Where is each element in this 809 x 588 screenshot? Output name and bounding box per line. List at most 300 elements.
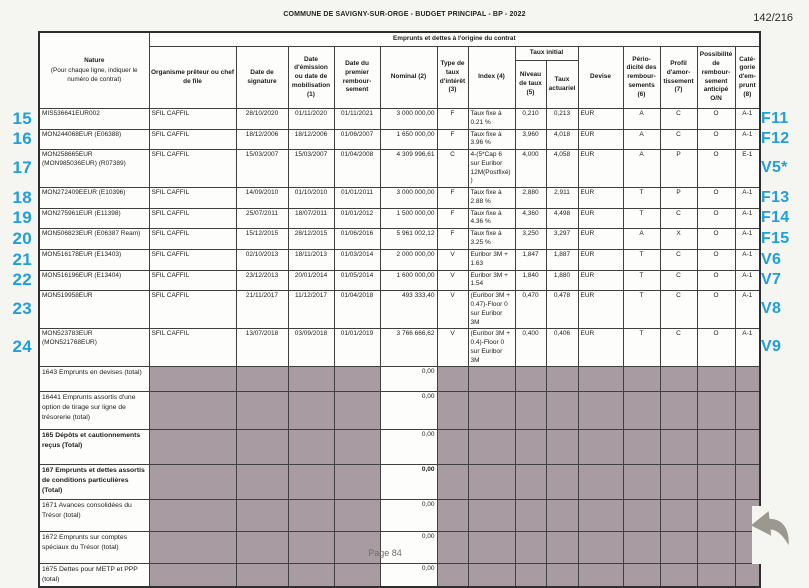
cell-possibilite: O: [697, 229, 735, 250]
shaded-cell: [578, 392, 623, 430]
shaded-cell: [149, 564, 236, 587]
cell-index: (Euribor 3M + 0.4)-Floor 0 sur Euribor 3M: [468, 329, 515, 367]
cell-nominal: 1 650 000,00: [380, 129, 437, 150]
cell-organisme: SFIL CAFFIL: [149, 270, 236, 291]
margin-row-number: 19: [12, 207, 32, 227]
shaded-cell: [546, 430, 578, 465]
cell-nominal: 5 961 002,12: [380, 229, 437, 250]
cell-date-emission: 20/01/2014: [288, 270, 334, 291]
cell-date-signature: 28/10/2020: [236, 109, 288, 130]
cell-categorie: E-1: [735, 150, 760, 188]
margin-row-number: 16: [12, 128, 32, 148]
nature-subtitle: (Pour chaque ligne, indiquer le numéro de contrat): [50, 67, 138, 83]
cell-date-premier: 01/11/2021: [334, 109, 380, 130]
shaded-cell: [149, 367, 236, 392]
cell-total-label: 1672 Emprunts sur comptes spéciaux du Trésor (total): [39, 532, 149, 564]
total-row: [39, 392, 760, 430]
col-header-devise: Devise: [578, 47, 623, 109]
cell-actuariel: 4,498: [546, 208, 578, 229]
cell-possibilite: O: [697, 150, 735, 188]
total-row: [39, 430, 760, 465]
cell-total-value: 0,00: [380, 532, 437, 564]
cell-profil: P: [660, 188, 697, 209]
shaded-cell: [623, 465, 660, 500]
margin-row-number: 21: [12, 249, 32, 269]
cell-index: Taux fixe à 3.25 %: [468, 229, 515, 250]
shaded-cell: [437, 392, 468, 430]
cell-periodicite: T: [623, 270, 660, 291]
cell-actuariel: 4,018: [546, 129, 578, 150]
cell-total-label: 167 Emprunts et dettes assortis de conditions particulières (Total): [39, 465, 149, 500]
cell-categorie: A-1: [735, 270, 760, 291]
shaded-cell: [660, 500, 697, 532]
shaded-cell: [578, 367, 623, 392]
cell-actuariel: 1,887: [546, 250, 578, 271]
cell-total-value: 0,00: [380, 500, 437, 532]
cell-type-taux: F: [437, 109, 468, 130]
cell-organisme: SFIL CAFFIL: [149, 188, 236, 209]
cell-categorie: A-1: [735, 188, 760, 209]
cell-nature: MON244068EUR (E06388): [39, 129, 149, 150]
cell-possibilite: O: [697, 250, 735, 271]
cell-periodicite: A: [623, 150, 660, 188]
shaded-cell: [334, 430, 380, 465]
col-header-organisme: Organisme prêteur ou chef de file: [149, 47, 236, 109]
cell-periodicite: T: [623, 291, 660, 329]
cell-index: Taux fixe à 2.88 %: [468, 188, 515, 209]
cell-profil: C: [660, 208, 697, 229]
cell-niveau: 1,840: [515, 270, 546, 291]
cell-profil: C: [660, 250, 697, 271]
margin-row-number: 15: [12, 108, 32, 128]
shaded-cell: [515, 392, 546, 430]
cell-index: Euribor 3M + 1.54: [468, 270, 515, 291]
loan-row: [39, 129, 760, 150]
margin-annotation: V7: [761, 270, 782, 288]
cell-nominal: 1 600 000,00: [380, 270, 437, 291]
shaded-cell: [288, 367, 334, 392]
cell-profil: C: [660, 291, 697, 329]
cell-date-signature: 15/12/2015: [236, 229, 288, 250]
cell-nominal: 493 333,40: [380, 291, 437, 329]
shaded-cell: [515, 564, 546, 587]
shaded-cell: [697, 367, 735, 392]
cell-periodicite: A: [623, 229, 660, 250]
shaded-cell: [149, 465, 236, 500]
shaded-cell: [623, 564, 660, 587]
loan-row: [39, 250, 760, 271]
loan-row: [39, 329, 760, 367]
margin-annotation: V9: [761, 338, 782, 355]
cell-date-emission: 15/03/2007: [288, 150, 334, 188]
shaded-cell: [437, 564, 468, 587]
shaded-cell: [660, 367, 697, 392]
margin-annotation: F15: [761, 229, 790, 247]
cell-index: Taux fixe à 0.21 %: [468, 109, 515, 130]
cell-date-premier: 01/04/2018: [334, 291, 380, 329]
cell-categorie: A-1: [735, 291, 760, 329]
shaded-cell: [735, 430, 760, 465]
cell-niveau: 4,000: [515, 150, 546, 188]
cell-devise: EUR: [578, 109, 623, 130]
loans-table-wrap: [12, 31, 790, 588]
cell-type-taux: V: [437, 270, 468, 291]
cell-total-label: 1675 Dettes pour METP et PPP (total): [39, 564, 149, 587]
col-header-taux-initial: Taux initial: [515, 47, 578, 61]
shaded-cell: [236, 392, 288, 430]
cell-total-value: 0,00: [380, 564, 437, 587]
table-header: [39, 32, 760, 109]
shaded-cell: [623, 430, 660, 465]
cell-devise: EUR: [578, 291, 623, 329]
cell-devise: EUR: [578, 208, 623, 229]
cell-actuariel: 1,880: [546, 270, 578, 291]
cell-index: Euribor 3M + 1.63: [468, 250, 515, 271]
cell-periodicite: T: [623, 188, 660, 209]
cell-profil: C: [660, 270, 697, 291]
cell-periodicite: T: [623, 329, 660, 367]
cell-index: Taux fixe à 4.36 %: [468, 208, 515, 229]
cell-possibilite: O: [697, 129, 735, 150]
cell-devise: EUR: [578, 188, 623, 209]
shaded-cell: [334, 564, 380, 587]
cell-type-taux: V: [437, 329, 468, 367]
col-header-profil: Profil d'amor-tissement (7): [660, 47, 697, 109]
shaded-cell: [660, 392, 697, 430]
cell-actuariel: 2,911: [546, 188, 578, 209]
shaded-cell: [515, 430, 546, 465]
cell-categorie: A-1: [735, 129, 760, 150]
loan-row: [39, 291, 760, 329]
cell-type-taux: C: [437, 150, 468, 188]
shaded-cell: [735, 367, 760, 392]
cell-date-signature: 13/07/2018: [236, 329, 288, 367]
loan-row: [39, 208, 760, 229]
cell-periodicite: T: [623, 250, 660, 271]
cell-periodicite: T: [623, 208, 660, 229]
cell-date-premier: 01/03/2014: [334, 250, 380, 271]
cell-possibilite: O: [697, 291, 735, 329]
shaded-cell: [578, 564, 623, 587]
cell-nature: MON523783EUR (MON521768EUR): [39, 329, 149, 367]
cell-total-value: 0,00: [380, 392, 437, 430]
cell-nature: MON516196EUR (E13404): [39, 270, 149, 291]
shaded-cell: [515, 465, 546, 500]
cell-index: 4-(5*Cap 6 sur Euribor 12M(Postfixé)): [468, 150, 515, 188]
cell-possibilite: O: [697, 270, 735, 291]
cell-total-label: 1671 Avances consolidées du Trésor (total): [39, 500, 149, 532]
col-header-date-emission: Date d'émission ou date de mobilisation (1): [288, 47, 334, 109]
margin-row-number: 22: [12, 269, 32, 289]
col-header-possibilite: Possibilité de rembour-sement anticipé O/N: [697, 47, 735, 109]
page-number-indicator: 142/216: [753, 12, 793, 24]
cell-nominal: 3 000 000,00: [380, 188, 437, 209]
cell-total-value: 0,00: [380, 465, 437, 500]
col-header-periodicite: Pério-dicité des rembour-sements (6): [623, 47, 660, 109]
col-header-actuariel: Taux actuariel: [546, 61, 578, 109]
cell-possibilite: O: [697, 329, 735, 367]
cell-type-taux: F: [437, 188, 468, 209]
cell-actuariel: 4,058: [546, 150, 578, 188]
cell-periodicite: A: [623, 129, 660, 150]
shaded-cell: [697, 564, 735, 587]
shaded-cell: [660, 564, 697, 587]
shaded-cell: [515, 500, 546, 532]
nature-title: Nature: [84, 56, 105, 64]
cell-profil: C: [660, 109, 697, 130]
cell-date-emission: 01/10/2010: [288, 188, 334, 209]
cell-devise: EUR: [578, 129, 623, 150]
cell-date-premier: 01/01/2019: [334, 329, 380, 367]
undo-arrow-icon[interactable]: [746, 504, 800, 558]
cell-date-emission: 18/07/2011: [288, 208, 334, 229]
shaded-cell: [660, 465, 697, 500]
shaded-cell: [236, 500, 288, 532]
shaded-cell: [578, 430, 623, 465]
cell-possibilite: O: [697, 208, 735, 229]
cell-nature: MON506823EUR (E06387 Ream): [39, 229, 149, 250]
cell-periodicite: A: [623, 109, 660, 130]
shaded-cell: [546, 500, 578, 532]
cell-nature: MON275961EUR (E11398): [39, 208, 149, 229]
cell-date-signature: 25/07/2011: [236, 208, 288, 229]
loan-rows: [39, 109, 760, 367]
cell-date-premier: 01/06/2016: [334, 229, 380, 250]
shaded-cell: [437, 465, 468, 500]
cell-nature: MIS536641EUR002: [39, 109, 149, 130]
shaded-cell: [334, 465, 380, 500]
cell-nature: MON258665EUR (MON985036EUR) (R07389): [39, 150, 149, 188]
shaded-cell: [468, 430, 515, 465]
shaded-cell: [578, 500, 623, 532]
cell-niveau: 0,210: [515, 109, 546, 130]
cell-type-taux: F: [437, 129, 468, 150]
cell-date-premier: 01/06/2007: [334, 129, 380, 150]
cell-type-taux: V: [437, 250, 468, 271]
cell-devise: EUR: [578, 150, 623, 188]
margin-annotation: V5*: [761, 159, 788, 176]
shaded-cell: [735, 392, 760, 430]
margin-row-number: 24: [12, 337, 32, 356]
shaded-cell: [578, 465, 623, 500]
shaded-cell: [546, 564, 578, 587]
cell-categorie: A-1: [735, 109, 760, 130]
cell-date-signature: 18/12/2006: [236, 129, 288, 150]
cell-organisme: SFIL CAFFIL: [149, 109, 236, 130]
cell-organisme: SFIL CAFFIL: [149, 229, 236, 250]
cell-total-value: 0,00: [380, 430, 437, 465]
shaded-cell: [697, 430, 735, 465]
col-header-nature: [39, 32, 149, 109]
cell-nominal: 4 309 996,61: [380, 150, 437, 188]
cell-date-emission: 18/11/2013: [288, 250, 334, 271]
cell-actuariel: 3,297: [546, 229, 578, 250]
shaded-cell: [697, 392, 735, 430]
document-title: COMMUNE DE SAVIGNY-SUR-ORGE - BUDGET PRINCIPAL - BP - 2022: [283, 11, 526, 18]
cell-total-label: 165 Dépôts et cautionnements reçus (Total): [39, 430, 149, 465]
shaded-cell: [468, 465, 515, 500]
loan-row: [39, 188, 760, 209]
cell-organisme: SFIL CAFFIL: [149, 208, 236, 229]
total-row: [39, 564, 760, 587]
cell-date-premier: 01/01/2012: [334, 208, 380, 229]
cell-profil: C: [660, 129, 697, 150]
span-header-emprunts: Emprunts et dettes à l'origine du contrat: [149, 32, 760, 47]
cell-type-taux: V: [437, 291, 468, 329]
shaded-cell: [468, 367, 515, 392]
cell-date-premier: 01/01/2011: [334, 188, 380, 209]
shaded-cell: [288, 430, 334, 465]
shaded-cell: [623, 392, 660, 430]
shaded-cell: [546, 392, 578, 430]
cell-nature: MON272409EEUR (E10396): [39, 188, 149, 209]
cell-nominal: 1 500 000,00: [380, 208, 437, 229]
shaded-cell: [468, 500, 515, 532]
margin-annotation: F11: [761, 109, 789, 127]
cell-profil: P: [660, 150, 697, 188]
total-row: [39, 367, 760, 392]
col-header-type-taux: Type de taux d'intérêt (3): [437, 47, 468, 109]
margin-annotation: V8: [761, 300, 782, 317]
cell-niveau: 2,880: [515, 188, 546, 209]
cell-actuariel: 0,213: [546, 109, 578, 130]
cell-nominal: 3 766 666,62: [380, 329, 437, 367]
cell-index: Taux fixe à 3.96 %: [468, 129, 515, 150]
cell-actuariel: 0,478: [546, 291, 578, 329]
shaded-cell: [515, 367, 546, 392]
shaded-cell: [697, 500, 735, 532]
shaded-cell: [236, 465, 288, 500]
shaded-cell: [623, 367, 660, 392]
cell-date-emission: 28/12/2015: [288, 229, 334, 250]
cell-categorie: A-1: [735, 229, 760, 250]
margin-annotation: V6: [761, 250, 782, 268]
cell-date-signature: 23/12/2013: [236, 270, 288, 291]
shaded-cell: [236, 367, 288, 392]
margin-annotation: F12: [761, 129, 790, 147]
page-footer: Page 84: [368, 548, 402, 558]
cell-niveau: 0,400: [515, 329, 546, 367]
cell-niveau: 4,360: [515, 208, 546, 229]
cell-nominal: 2 000 000,00: [380, 250, 437, 271]
cell-categorie: A-1: [735, 208, 760, 229]
shaded-cell: [288, 465, 334, 500]
cell-categorie: A-1: [735, 329, 760, 367]
col-header-categorie: Caté-gorie d'em-prunt (8): [735, 47, 760, 109]
shaded-cell: [334, 500, 380, 532]
cell-nominal: 3 000 000,00: [380, 109, 437, 130]
cell-devise: EUR: [578, 270, 623, 291]
cell-niveau: 0,470: [515, 291, 546, 329]
cell-index: (Euribor 3M + 0.47)-Floor 0 sur Euribor 3M: [468, 291, 515, 329]
cell-organisme: SFIL CAFFIL: [149, 150, 236, 188]
cell-devise: EUR: [578, 250, 623, 271]
loan-row: [39, 150, 760, 188]
cell-devise: EUR: [578, 229, 623, 250]
shaded-cell: [546, 465, 578, 500]
cell-date-emission: 03/09/2018: [288, 329, 334, 367]
cell-date-signature: 15/03/2007: [236, 150, 288, 188]
shaded-cell: [149, 392, 236, 430]
shaded-cell: [236, 430, 288, 465]
shaded-cell: [334, 392, 380, 430]
margin-row-number: 23: [12, 299, 32, 318]
cell-possibilite: O: [697, 188, 735, 209]
shaded-cell: [236, 564, 288, 587]
margin-annotation: F13: [761, 188, 790, 206]
cell-niveau: 1,847: [515, 250, 546, 271]
loan-row: [39, 270, 760, 291]
shaded-cell: [437, 367, 468, 392]
shaded-cell: [735, 465, 760, 500]
loans-table: [38, 31, 761, 588]
cell-nature: MON519958EUR: [39, 291, 149, 329]
cell-date-emission: 11/12/2017: [288, 291, 334, 329]
cell-niveau: 3,250: [515, 229, 546, 250]
shaded-cell: [468, 392, 515, 430]
cell-nature: MON516178EUR (E13403): [39, 250, 149, 271]
margin-annotation: F14: [761, 208, 790, 226]
cell-devise: EUR: [578, 329, 623, 367]
shaded-cell: [288, 500, 334, 532]
shaded-cell: [149, 430, 236, 465]
cell-type-taux: F: [437, 208, 468, 229]
cell-total-label: 16441 Emprunts assortis d'une option de tirage sur ligne de trésorerie (total): [39, 392, 149, 430]
cell-date-signature: 21/11/2017: [236, 291, 288, 329]
cell-organisme: SFIL CAFFIL: [149, 129, 236, 150]
shaded-cell: [468, 564, 515, 587]
shaded-cell: [288, 564, 334, 587]
cell-total-label: 1643 Emprunts en devises (total): [39, 367, 149, 392]
shaded-cell: [437, 430, 468, 465]
cell-organisme: SFIL CAFFIL: [149, 291, 236, 329]
shaded-cell: [437, 500, 468, 532]
cell-actuariel: 0,406: [546, 329, 578, 367]
shaded-cell: [735, 564, 760, 587]
shaded-cell: [149, 500, 236, 532]
cell-date-premier: 01/04/2008: [334, 150, 380, 188]
cell-type-taux: F: [437, 229, 468, 250]
cell-profil: X: [660, 229, 697, 250]
shaded-cell: [334, 367, 380, 392]
cell-organisme: SFIL CAFFIL: [149, 329, 236, 367]
shaded-cell: [660, 430, 697, 465]
cell-date-signature: 14/09/2010: [236, 188, 288, 209]
cell-date-signature: 02/10/2013: [236, 250, 288, 271]
shaded-cell: [623, 500, 660, 532]
col-header-date-premier: Date du premier rembour-sement: [334, 47, 380, 109]
cell-date-emission: 01/11/2020: [288, 109, 334, 130]
margin-row-number: 17: [12, 158, 32, 177]
col-header-index: Index (4): [468, 47, 515, 109]
total-row: [39, 500, 760, 532]
cell-date-emission: 18/12/2006: [288, 129, 334, 150]
cell-total-value: 0,00: [380, 367, 437, 392]
col-header-nominal: Nominal (2): [380, 47, 437, 109]
cell-date-premier: 01/05/2014: [334, 270, 380, 291]
cell-profil: C: [660, 329, 697, 367]
cell-niveau: 3,960: [515, 129, 546, 150]
loan-row: [39, 229, 760, 250]
shaded-cell: [697, 465, 735, 500]
cell-categorie: A-1: [735, 250, 760, 271]
cell-organisme: SFIL CAFFIL: [149, 250, 236, 271]
total-row: [39, 465, 760, 500]
shaded-cell: [546, 367, 578, 392]
shaded-cell: [288, 392, 334, 430]
margin-row-number: 20: [12, 228, 32, 248]
col-header-date-signature: Date de signature: [236, 47, 288, 109]
